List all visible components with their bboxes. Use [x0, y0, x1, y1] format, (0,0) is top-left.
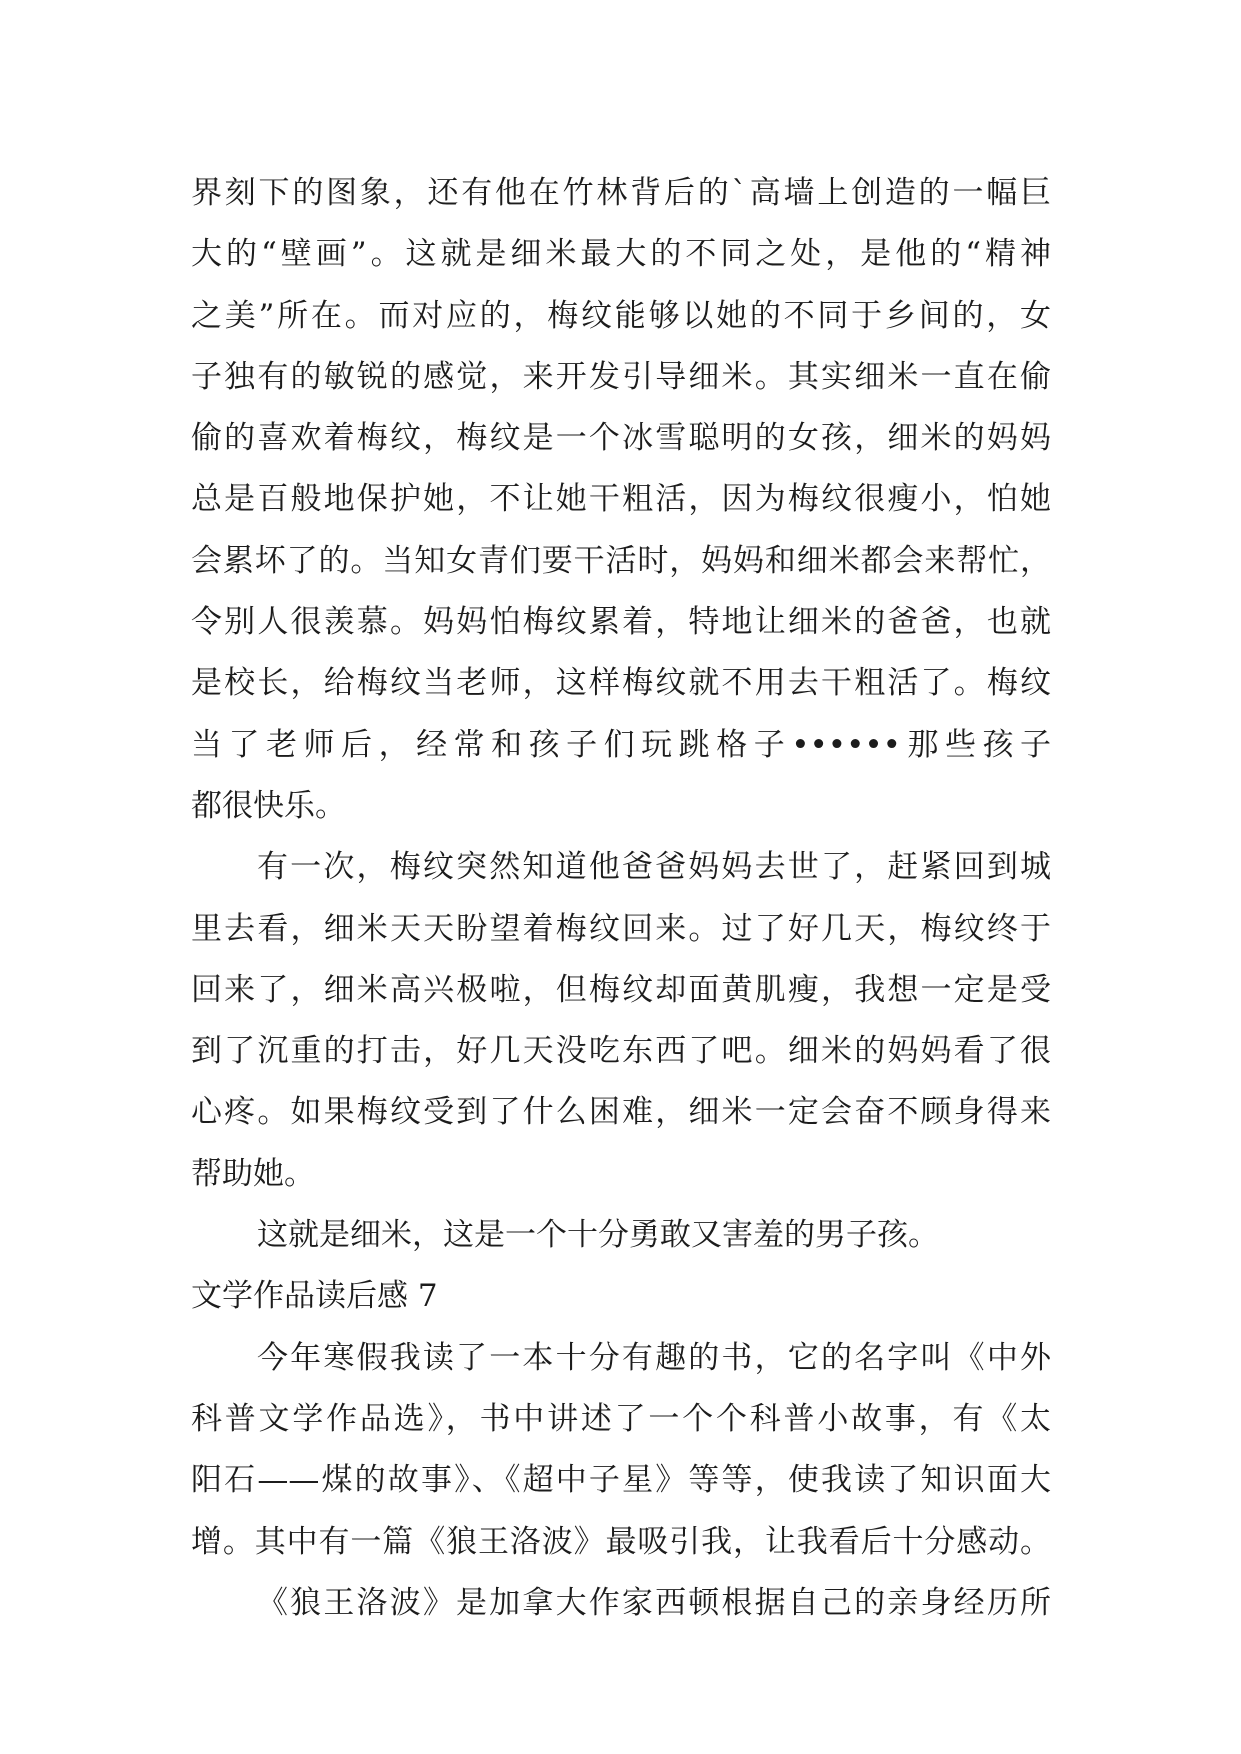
text-line: 令别人很羡慕。妈妈怕梅纹累着，特地让细米的爸爸，也就	[191, 604, 1051, 641]
text-line: 界刻下的图象，还有他在竹林背后的`高墙上创造的一幅巨	[191, 175, 1051, 211]
text-line: 是校长，给梅纹当老师，这样梅纹就不用去干粗活了。梅纹	[191, 665, 1051, 702]
text-line: 回来了，细米高兴极啦，但梅纹却面黄肌瘦，我想一定是受	[191, 971, 1051, 1008]
text-line: 会累坏了的。当知女青们要干活时，妈妈和细米都会来帮忙，	[191, 542, 1051, 579]
paragraph	[191, 163, 1051, 837]
text-line: 科普文学作品选》，书中讲述了一个个科普小故事，有《太	[191, 1400, 1051, 1437]
heading-text: 文学作品读后感 7	[191, 1278, 438, 1315]
text-line: 增。其中有一篇《狼王洛波》最吸引我，让我看后十分感动。	[191, 1523, 1051, 1560]
text-line: 阳石——煤的故事》、《超中子星》等等，使我读了知识面大	[191, 1462, 1051, 1499]
text-line: 当了老师后，经常和孩子们玩跳格子••••••那些孩子	[191, 726, 1051, 763]
text-line: 今年寒假我读了一本十分有趣的书，它的名字叫《中外	[257, 1339, 1051, 1376]
text-line: 里去看，细米天天盼望着梅纹回来。过了好几天，梅纹终于	[191, 910, 1051, 947]
paragraph	[191, 837, 1051, 1205]
text-line: 这就是细米，这是一个十分勇敢又害羞的男子孩。	[257, 1217, 939, 1254]
paragraph	[191, 1573, 1051, 1634]
text-line: 总是百般地保护她，不让她干粗活，因为梅纹很瘦小，怕她	[191, 481, 1051, 518]
text-line: 到了沉重的打击，好几天没吃东西了吧。细米的妈妈看了很	[191, 1033, 1051, 1070]
text-line: 之美”所在。而对应的，梅纹能够以她的不同于乡间的，女	[191, 297, 1051, 334]
text-line: 《狼王洛波》是加拿大作家西顿根据自己的亲身经历所	[257, 1584, 1051, 1621]
text-line: 有一次，梅纹突然知道他爸爸妈妈去世了，赶紧回到城	[257, 849, 1051, 886]
paragraph	[191, 1328, 1051, 1573]
document-body	[191, 163, 1051, 1634]
text-line: 偷的喜欢着梅纹，梅纹是一个冰雪聪明的女孩，细米的妈妈	[191, 420, 1051, 457]
paragraph	[191, 1205, 1051, 1266]
text-line: 子独有的敏锐的感觉，来开发引导细米。其实细米一直在偷	[191, 358, 1051, 395]
text-line: 大的“壁画”。这就是细米最大的不同之处，是他的“精神	[191, 236, 1051, 273]
section-heading	[191, 1266, 1051, 1327]
text-line: 帮助她。	[191, 1155, 315, 1192]
text-line: 心疼。如果梅纹受到了什么困难，细米一定会奋不顾身得来	[191, 1094, 1051, 1131]
text-line: 都很快乐。	[191, 787, 346, 824]
